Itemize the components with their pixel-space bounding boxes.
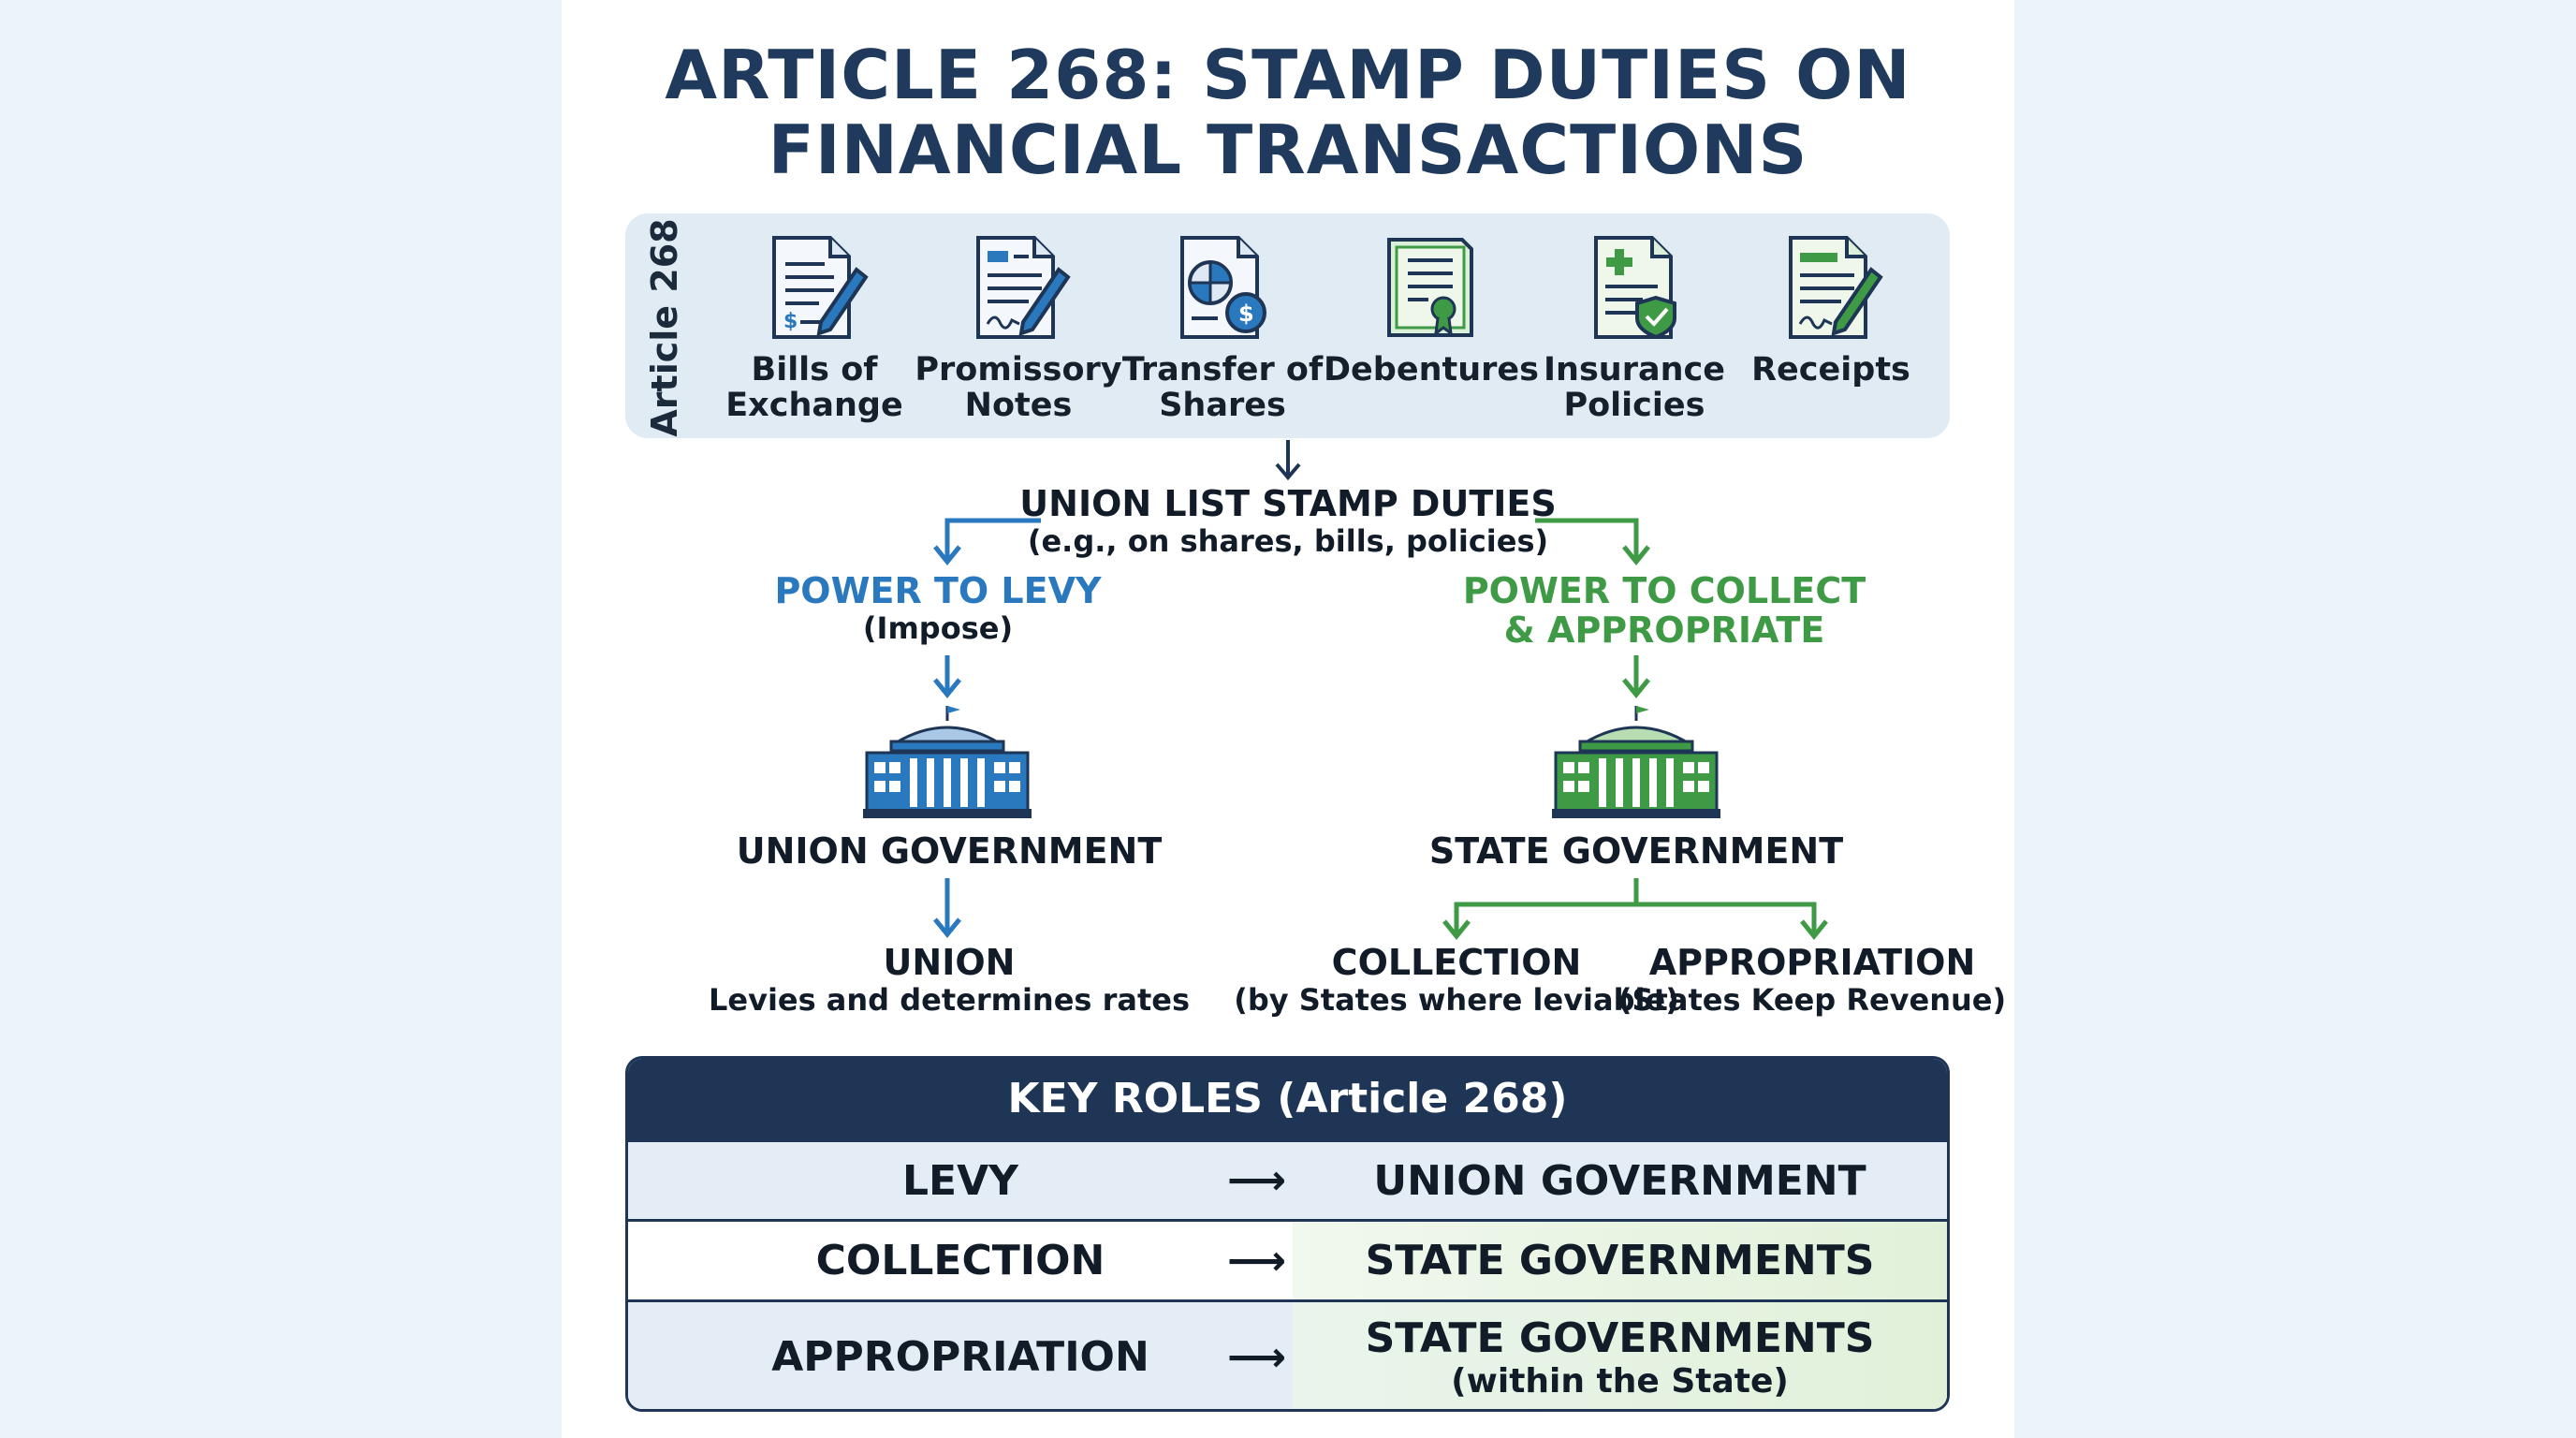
- table-row: [628, 1299, 1947, 1412]
- body-note: (within the State): [1451, 1361, 1789, 1401]
- title-line-2: FINANCIAL TRANSACTIONS: [768, 110, 1808, 189]
- svg-text:$: $: [783, 310, 798, 333]
- union-government-label: UNION GOVERNMENT: [736, 830, 1163, 872]
- body-cell: STATE GOVERNMENTS: [1365, 1237, 1875, 1284]
- power-to-levy-sub: (Impose): [862, 610, 1014, 646]
- state-split-arrow: [1444, 878, 1826, 936]
- collection-title: COLLECTION: [1331, 942, 1582, 983]
- role-cell: LEVY: [901, 1156, 1018, 1205]
- body-cell: STATE GOVERNMENTS: [1365, 1313, 1875, 1362]
- doc-label: Debentures: [1324, 351, 1539, 389]
- role-cell: COLLECTION: [815, 1237, 1105, 1284]
- doc-label: Receipts: [1751, 351, 1910, 389]
- state-government-building-icon: [1552, 706, 1720, 818]
- union-list-examples: (e.g., on shares, bills, policies): [1027, 523, 1549, 559]
- union-list-heading: UNION LIST STAMP DUTIES: [1019, 483, 1557, 524]
- collect-down-arrow: [1624, 655, 1648, 695]
- body-cell: UNION GOVERNMENT: [1373, 1156, 1866, 1205]
- key-roles-header: KEY ROLES (Article 268): [628, 1059, 1947, 1139]
- union-result-title: UNION: [883, 942, 1016, 983]
- table-row: [628, 1139, 1947, 1219]
- doc-label: Insurance Policies: [1544, 351, 1725, 424]
- right-arrow-icon: ⟶: [1227, 1237, 1287, 1284]
- right-arrow-icon: ⟶: [1227, 1333, 1287, 1381]
- title-line-1: ARTICLE 268: STAMP DUTIES ON: [665, 36, 1911, 114]
- table-row: [628, 1219, 1947, 1299]
- power-to-levy-label: POWER TO LEVY: [774, 570, 1102, 611]
- levy-branch-arrow: [935, 521, 1041, 562]
- collection-sub: (by States where leviable): [1234, 982, 1679, 1018]
- union-result-arrow: [935, 878, 959, 934]
- union-government-building-icon: [863, 706, 1032, 818]
- role-cell: APPROPRIATION: [771, 1333, 1149, 1381]
- appropriation-sub: (States Keep Revenue): [1617, 982, 2007, 1018]
- union-result-sub: Levies and determines rates: [708, 982, 1191, 1018]
- power-to-collect-line-1: POWER TO COLLECT: [1462, 570, 1866, 611]
- levy-down-arrow: [935, 655, 959, 695]
- right-arrow-icon: ⟶: [1227, 1156, 1287, 1205]
- infographic-page: [562, 0, 2014, 1438]
- doc-label: Bills of Exchange: [725, 351, 903, 424]
- down-arrow-panel: [1277, 440, 1299, 477]
- doc-label: Promissory Notes: [915, 351, 1122, 424]
- power-to-collect-line-2: & APPROPRIATE: [1503, 609, 1825, 651]
- appropriation-title: APPROPRIATION: [1648, 942, 1976, 983]
- article-side-label: Article 268: [644, 218, 685, 437]
- doc-label: Transfer of Shares: [1121, 351, 1324, 424]
- state-government-label: STATE GOVERNMENT: [1428, 830, 1844, 872]
- collect-branch-arrow: [1535, 521, 1648, 562]
- key-roles-table: [625, 1056, 1950, 1412]
- svg-text:$: $: [1238, 301, 1254, 327]
